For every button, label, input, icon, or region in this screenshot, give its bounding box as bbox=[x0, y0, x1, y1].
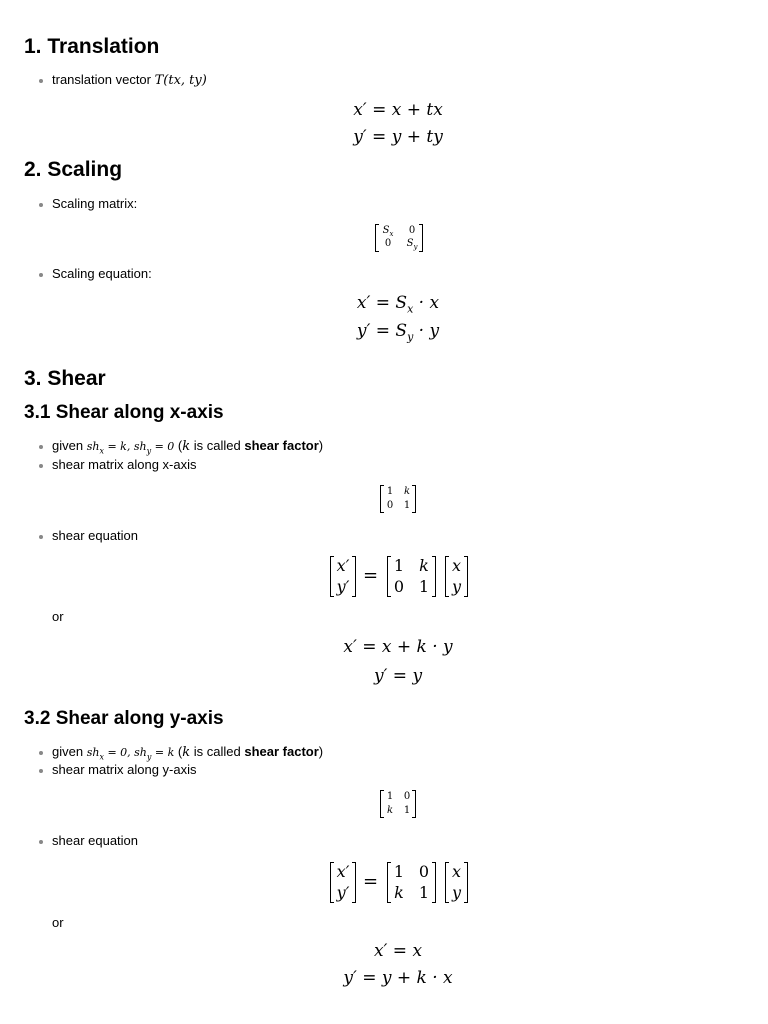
list-item-scaling-equation: Scaling equation: bbox=[52, 266, 152, 281]
equation-scaling-y: $y' = S_y \cdot y$ bbox=[356, 321, 440, 344]
heading-scaling: 2. Scaling bbox=[24, 158, 123, 181]
or-text-x: or bbox=[52, 609, 64, 624]
matrix-cell: 1 bbox=[403, 805, 411, 816]
vector-cell: x′ bbox=[336, 862, 350, 881]
matrix-cell: 1 bbox=[403, 500, 411, 511]
matrix-cell: 1 bbox=[418, 883, 430, 902]
vector-rhs bbox=[445, 556, 468, 597]
list-item-shear-x-given: given $sh_x = k$, $sh_y = 0$ (k is called shear factor) bbox=[52, 438, 323, 460]
shear-x-matrix-large bbox=[387, 556, 436, 597]
matrix-cell: 0 bbox=[418, 862, 430, 881]
scaling-matrix bbox=[375, 224, 423, 252]
matrix-cell: k bbox=[394, 883, 404, 902]
list-item-shear-y-given: given $sh_x = 0$, $sh_y = k$ (k is called shear factor) bbox=[52, 744, 323, 766]
list-item-scaling-matrix: Scaling matrix: bbox=[52, 196, 138, 211]
equation-translation-x: x′ = x + tx bbox=[353, 100, 443, 120]
vector-lhs bbox=[330, 862, 356, 903]
matrix-cell: 1 bbox=[393, 862, 405, 881]
vector-cell: y′ bbox=[336, 883, 350, 902]
matrix-cell: 1 bbox=[386, 486, 394, 497]
heading-shear-y-axis: 3.2 Shear along y-axis bbox=[24, 708, 224, 729]
vector-cell: y bbox=[451, 883, 462, 902]
matrix-cell: 1 bbox=[418, 577, 430, 596]
list-item-text: translation vector bbox=[52, 72, 155, 87]
matrix-cell: $S_y$ bbox=[406, 238, 418, 251]
matrix-cell: 1 bbox=[393, 556, 405, 575]
vector-lhs bbox=[330, 556, 356, 597]
vector-cell: x bbox=[451, 556, 462, 575]
matrix-cell: k bbox=[403, 486, 411, 497]
vector-rhs bbox=[445, 862, 468, 903]
or-text-y: or bbox=[52, 915, 64, 930]
equals-sign: = bbox=[363, 565, 379, 586]
list-item-translation-vector bbox=[52, 72, 207, 89]
shear-y-matrix bbox=[380, 790, 416, 818]
list-item-shear-y-equation: shear equation bbox=[52, 833, 139, 848]
list-item-shear-x-equation: shear equation bbox=[52, 528, 139, 543]
matrix-cell: k bbox=[386, 805, 394, 816]
list-item-shear-y-matrix: shear matrix along y-axis bbox=[52, 762, 197, 777]
equation-shear-x-2: y′ = y bbox=[373, 666, 423, 686]
shear-y-matrix-large bbox=[387, 862, 436, 903]
vector-cell: x′ bbox=[336, 556, 350, 575]
equals-sign: = bbox=[363, 871, 379, 892]
matrix-cell: 0 bbox=[408, 225, 416, 236]
heading-shear-x-axis: 3.1 Shear along x-axis bbox=[24, 402, 224, 423]
equation-shear-y-1: x′ = x bbox=[373, 941, 423, 961]
heading-shear: 3. Shear bbox=[24, 367, 106, 390]
matrix-cell: 1 bbox=[386, 791, 394, 802]
vector-cell: y′ bbox=[336, 577, 350, 596]
vector-cell: x bbox=[451, 862, 462, 881]
equation-scaling-x: $x' = S_x \cdot x$ bbox=[356, 293, 440, 316]
matrix-cell: 0 bbox=[386, 500, 394, 511]
list-item-shear-x-matrix: shear matrix along x-axis bbox=[52, 457, 197, 472]
translation-vector-math: T(tx, ty) bbox=[154, 73, 207, 88]
matrix-cell: 0 bbox=[403, 791, 411, 802]
heading-translation: 1. Translation bbox=[24, 35, 160, 58]
equation-translation-y: y′ = y + ty bbox=[353, 127, 443, 147]
equation-shear-x-1: x′ = x + k · y bbox=[343, 637, 453, 657]
equation-shear-y-2: y′ = y + k · x bbox=[343, 968, 453, 988]
matrix-cell: $S_x$ bbox=[382, 225, 394, 238]
shear-x-matrix bbox=[380, 485, 416, 513]
matrix-cell: 0 bbox=[393, 577, 405, 596]
vector-cell: y bbox=[451, 577, 462, 596]
matrix-cell: 0 bbox=[384, 238, 392, 249]
matrix-cell: k bbox=[419, 556, 429, 575]
